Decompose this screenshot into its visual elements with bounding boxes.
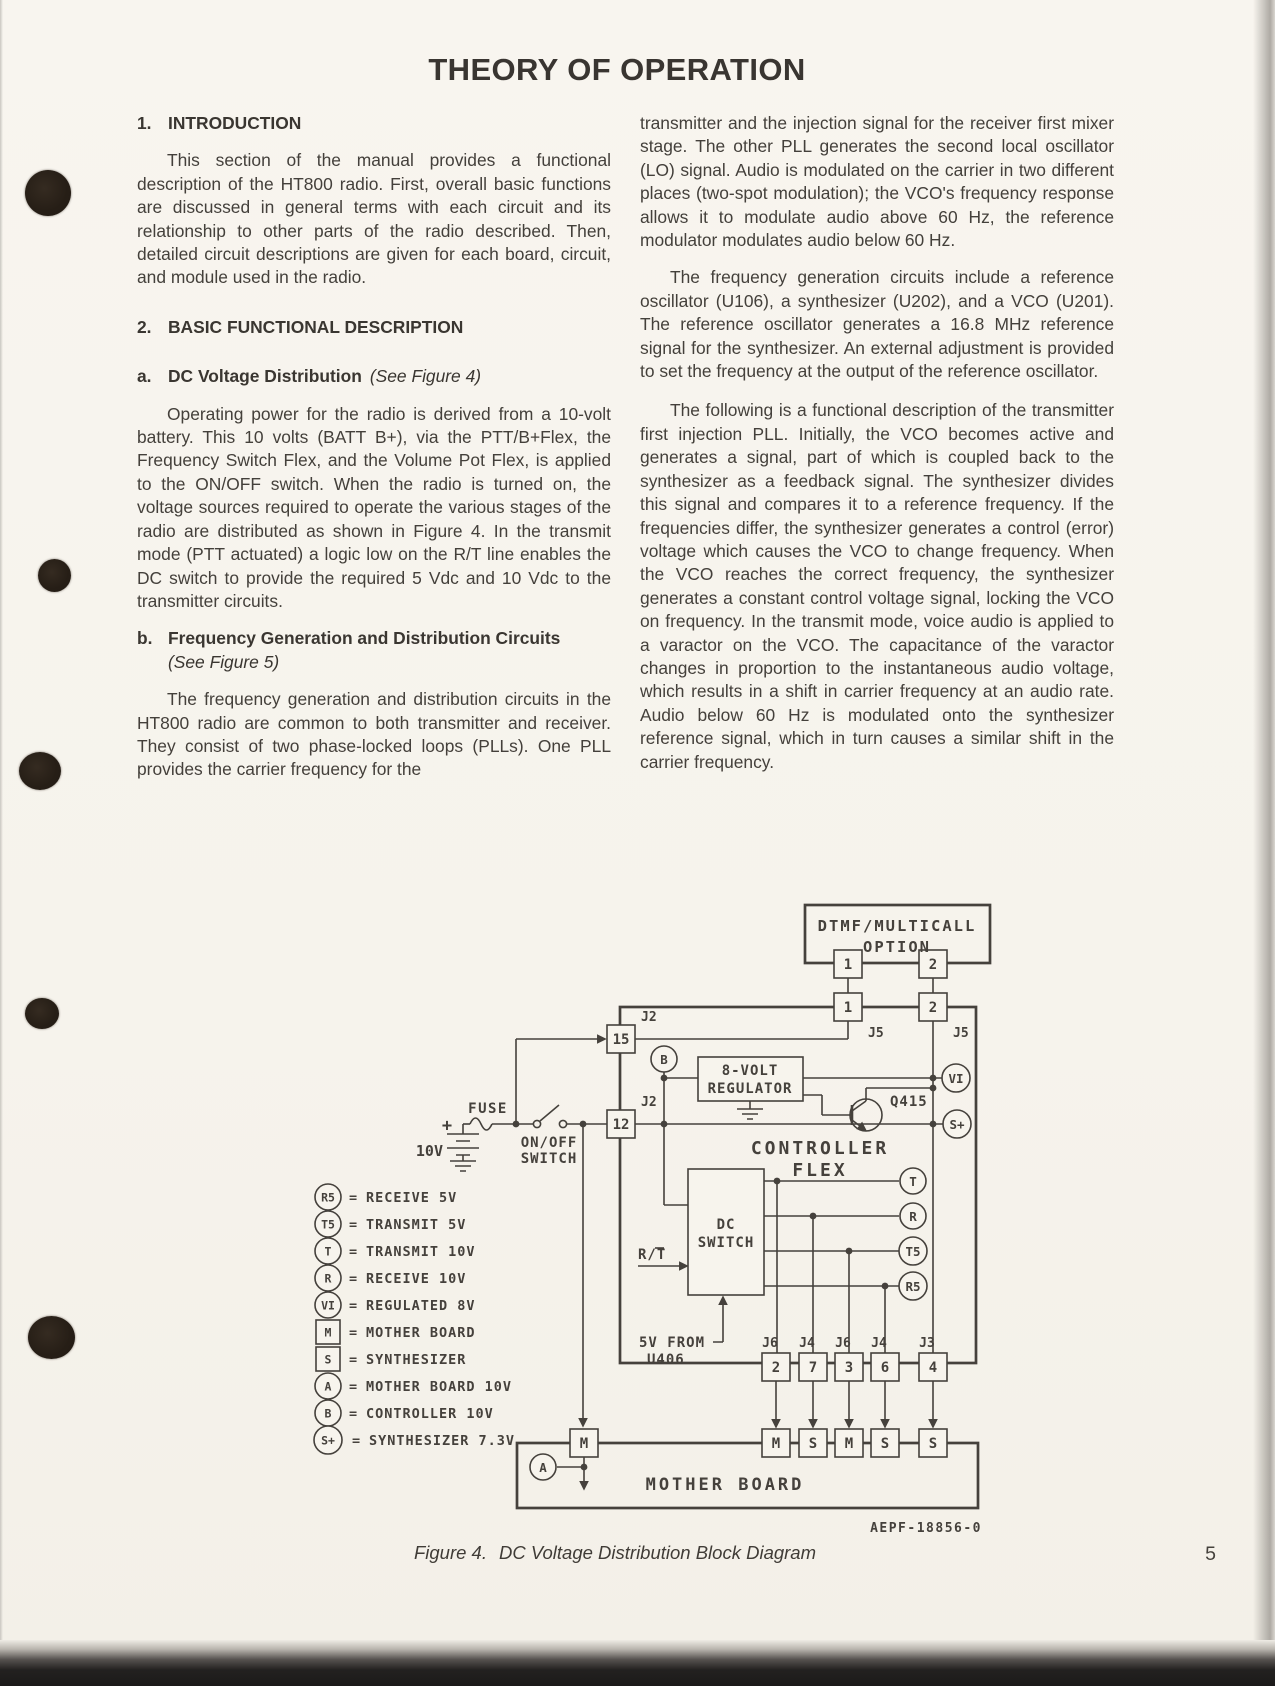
pll-description-paragraph: The following is a functional description of the transmitter first injection PLL. Initially, the VCO becomes active and generates a signal, part of which is coupled back to the synthesizer as a feedback signal. The synthesizer divides this signal and compares it to a reference frequency. If the frequencies differ, the synthesizer generates a control (error) voltage which causes the VCO to change frequency. When the VCO reaches the correct frequency, the synthesizer generates a constant control voltage signal, locking the VCO on frequency. In the transmit mode, voice audio is applied to a varactor on the VCO. The capacitance of the varactor changes in proportion to the instantaneous audio voltage, which results in a shift in carrier frequency at an audio rate. Audio below 60 Hz is modulated onto the synthesizer reference signal, which in turn causes a similar shift in the carrier frequency. <box>640 400 1114 772</box>
board-pin-s1: S <box>808 1436 818 1452</box>
five-v-arrow <box>713 1304 723 1342</box>
regulator-label-1: 8-VOLT <box>721 1063 779 1079</box>
fuse-symbol <box>470 1118 492 1130</box>
terminal-t-label: T <box>909 1174 917 1189</box>
terminal-s-plus-label: S+ <box>949 1117 965 1132</box>
regulator-ground-symbol <box>737 1101 763 1119</box>
flex-bottom-pin-2: 2 <box>771 1360 781 1376</box>
dtmf-option-label-2: OPTION <box>863 938 931 956</box>
legend-item-s-plus <box>314 1426 515 1454</box>
terminal-b-label: B <box>660 1052 668 1067</box>
intro-paragraph: This section of the manual provides a functional description of the HT800 radio. First, overall basic functions are discussed in general terms with each circuit and its relationship to other parts of the radio described. Then, detailed circuit descriptions are given for each board, circuit, and module used in the radio. <box>137 150 611 288</box>
svg-text:B: B <box>324 1406 332 1421</box>
j4-label-2: J4 <box>871 1336 887 1351</box>
svg-text:VI: VI <box>321 1298 335 1313</box>
svg-text:M: M <box>324 1325 332 1340</box>
page-title: THEORY OF OPERATION <box>428 52 806 87</box>
j4-label-1: J4 <box>799 1336 815 1351</box>
j6-label-2: J6 <box>835 1336 851 1351</box>
page-right-edge <box>1253 0 1275 1686</box>
controller-flex-label-1: CONTROLLER <box>750 1138 890 1159</box>
column-continuation-paragraph: transmitter and the injection signal for the receiver first mixer stage. The other PLL generates the second local oscillator (LO) signal. Audio is modulated on the carrier in two different places (two-spot modulation); the VCO's frequency response allows it to modulate audio above 60 Hz, the reference modulator modulates audio below 60 Hz. <box>640 113 1114 251</box>
svg-text:=: = <box>349 1190 358 1206</box>
switch-contact-left <box>533 1120 540 1127</box>
svg-text:TRANSMIT 5V: TRANSMIT 5V <box>366 1217 467 1233</box>
dc-switch-label-2: SWITCH <box>697 1235 755 1251</box>
fuse-label: FUSE <box>468 1101 508 1117</box>
regulator-label-2: REGULATOR <box>707 1081 793 1097</box>
switch-contact-right <box>559 1120 566 1127</box>
dtmf-option-label-1: DTMF/MULTICALL <box>817 917 977 935</box>
flex-bottom-pin-7: 7 <box>808 1360 818 1376</box>
diagram-legend <box>314 1184 515 1454</box>
svg-text:=: = <box>349 1217 358 1233</box>
legend-item-t <box>315 1238 476 1264</box>
option-pin-2: 2 <box>928 957 938 973</box>
svg-text:=: = <box>349 1406 358 1422</box>
rt-line-label: R/T <box>638 1247 667 1263</box>
board-pin-m2: M <box>844 1436 854 1452</box>
board-pin-m1: M <box>771 1436 781 1452</box>
j2-label-bottom: J2 <box>641 1095 657 1110</box>
svg-text:=: = <box>349 1298 358 1314</box>
flex-bottom-pin-6: 6 <box>880 1360 890 1376</box>
wires-dc-switch-outputs <box>764 1181 899 1286</box>
legend-item-m <box>316 1320 476 1344</box>
svg-text:A: A <box>324 1379 332 1394</box>
section-1-number: 1. <box>137 113 152 133</box>
figure-caption-label: Figure 4. <box>413 1542 487 1563</box>
option-pin-1: 1 <box>843 957 853 973</box>
svg-text:=: = <box>349 1379 358 1395</box>
board-pin-m-left: M <box>579 1436 589 1452</box>
section-1-title: INTRODUCTION <box>168 113 302 133</box>
svg-text:REGULATED 8V: REGULATED 8V <box>366 1298 476 1314</box>
legend-item-b <box>315 1400 494 1426</box>
dc-switch-label-1: DC <box>716 1217 736 1233</box>
wires-to-bottom-pins <box>777 1181 885 1353</box>
subsection-a-label: a. <box>137 366 152 387</box>
q415-label: Q415 <box>890 1094 928 1110</box>
dc-voltage-paragraph: Operating power for the radio is derived from a 10-volt battery. This 10 volts (BATT B+), via the PTT/B+Flex, the Frequency Switch Flex, and the Volume Pot Flex, is applied to the ON/OFF switch. When the radio is turned on, the voltage sources required to operate the various stages of the radio are distributed as shown in Figure 4. In the transmit mode (PTT actuated) a logic low on the R/T line enables the DC switch to provide the required 5 Vdc and 10 Vdc to the transmitter circuits. <box>137 403 611 611</box>
mother-board-label: MOTHER BOARD <box>645 1475 805 1495</box>
wire-a-terminal <box>557 1457 584 1482</box>
terminal-t5-label: T5 <box>905 1244 921 1259</box>
svg-text:S+: S+ <box>321 1433 335 1448</box>
svg-text:RECEIVE 5V: RECEIVE 5V <box>366 1190 458 1206</box>
terminal-a-label: A <box>539 1460 547 1475</box>
svg-text:=: = <box>349 1271 358 1287</box>
j6-label-1: J6 <box>762 1336 778 1351</box>
svg-text:=: = <box>352 1433 361 1449</box>
svg-text:CONTROLLER 10V: CONTROLLER 10V <box>366 1406 494 1422</box>
binder-hole-1 <box>25 170 71 216</box>
on-off-switch-label-1: ON/OFF <box>520 1135 578 1151</box>
controller-flex-label-2: FLEX <box>792 1160 848 1181</box>
legend-item-t5 <box>315 1211 466 1237</box>
j3-label: J3 <box>919 1336 935 1351</box>
board-pin-s3: S <box>928 1436 938 1452</box>
wires-option-stubs <box>848 978 933 993</box>
switch-lever <box>540 1105 559 1121</box>
transistor-q415 <box>850 1099 882 1131</box>
svg-text:T: T <box>324 1244 332 1259</box>
scan-bottom-shadow <box>0 1640 1275 1686</box>
svg-text:=: = <box>349 1325 358 1341</box>
legend-item-s <box>316 1347 466 1371</box>
battery-plus-label: + <box>441 1116 453 1136</box>
j5-label-right: J5 <box>953 1026 969 1041</box>
subsection-b-label: b. <box>137 628 153 649</box>
subsection-b-title: Frequency Generation and Distribution Circuits <box>168 628 561 649</box>
svg-text:TRANSMIT 10V: TRANSMIT 10V <box>366 1244 476 1260</box>
svg-text:T5: T5 <box>321 1217 335 1232</box>
section-2-title: BASIC FUNCTIONAL DESCRIPTION <box>168 316 464 337</box>
flex-bottom-pin-4: 4 <box>928 1360 938 1376</box>
on-off-switch-label-2: SWITCH <box>520 1151 578 1167</box>
svg-text:S: S <box>324 1352 332 1367</box>
battery-voltage-label: 10V <box>415 1142 443 1160</box>
svg-text:SYNTHESIZER: SYNTHESIZER <box>366 1352 467 1368</box>
binder-hole-2 <box>38 559 71 592</box>
terminal-vi-label: VI <box>948 1071 964 1086</box>
legend-item-a <box>315 1373 512 1399</box>
flex-left-pin-12: 12 <box>612 1117 630 1133</box>
svg-text:MOTHER BOARD: MOTHER BOARD <box>366 1325 476 1341</box>
battery-symbol <box>447 1134 479 1171</box>
figure-caption-text: DC Voltage Distribution Block Diagram <box>498 1542 817 1563</box>
flex-left-pin-15: 15 <box>612 1032 630 1048</box>
flex-top-pin-1: 1 <box>843 1000 853 1016</box>
board-pin-s2: S <box>880 1436 890 1452</box>
j5-label-left: J5 <box>868 1026 884 1041</box>
svg-text:=: = <box>349 1244 358 1260</box>
flex-top-pin-2: 2 <box>928 1000 938 1016</box>
flex-bottom-pin-3: 3 <box>844 1360 854 1376</box>
five-v-label-2: U406 <box>647 1352 685 1368</box>
legend-item-r5 <box>315 1184 457 1210</box>
binder-hole-5 <box>28 1316 75 1359</box>
svg-text:=: = <box>349 1352 358 1368</box>
subsection-a-title: DC Voltage Distribution <box>168 366 362 387</box>
figure-caption <box>330 1542 900 1564</box>
section-2-number: 2. <box>137 316 152 337</box>
legend-item-r <box>315 1265 466 1291</box>
svg-text:RECEIVE 10V: RECEIVE 10V <box>366 1271 467 1287</box>
wire-pin15-j5 <box>635 1021 848 1039</box>
subsection-a-figure-ref: (See Figure 4) <box>369 366 482 387</box>
legend-item-vi <box>315 1292 476 1318</box>
subsection-b-figure-ref: (See Figure 5) <box>168 651 280 672</box>
binder-hole-4 <box>25 998 59 1029</box>
page-number: 5 <box>1205 1543 1216 1565</box>
binder-hole-3 <box>19 752 61 790</box>
svg-text:R5: R5 <box>321 1190 335 1205</box>
wire-to-pin15-arrow <box>516 1039 598 1124</box>
svg-text:SYNTHESIZER 7.3V: SYNTHESIZER 7.3V <box>369 1433 516 1449</box>
drawing-number: AEPF-18856-0 <box>870 1521 982 1536</box>
j2-label-top: J2 <box>641 1010 657 1025</box>
five-v-label-1: 5V FROM <box>639 1335 706 1351</box>
terminal-r5-label: R5 <box>905 1279 921 1294</box>
frequency-paragraph: The frequency generation and distribution circuits in the HT800 radio are common to both transmitter and receiver. They consist of two phase-locked loops (PLLs). One PLL provides the carrier frequency for the <box>137 689 611 780</box>
svg-text:MOTHER BOARD 10V: MOTHER BOARD 10V <box>366 1379 513 1395</box>
frequency-circuits-paragraph: The frequency generation circuits include a reference oscillator (U106), a synthesizer (U202), and a VCO (U201). The reference oscillator generates a 16.8 MHz reference signal for the synthesizer. An external adjustment is provided to set the frequency at the output of the reference oscillator. <box>640 267 1114 382</box>
svg-text:R: R <box>324 1271 332 1286</box>
terminal-r-label: R <box>909 1209 917 1224</box>
